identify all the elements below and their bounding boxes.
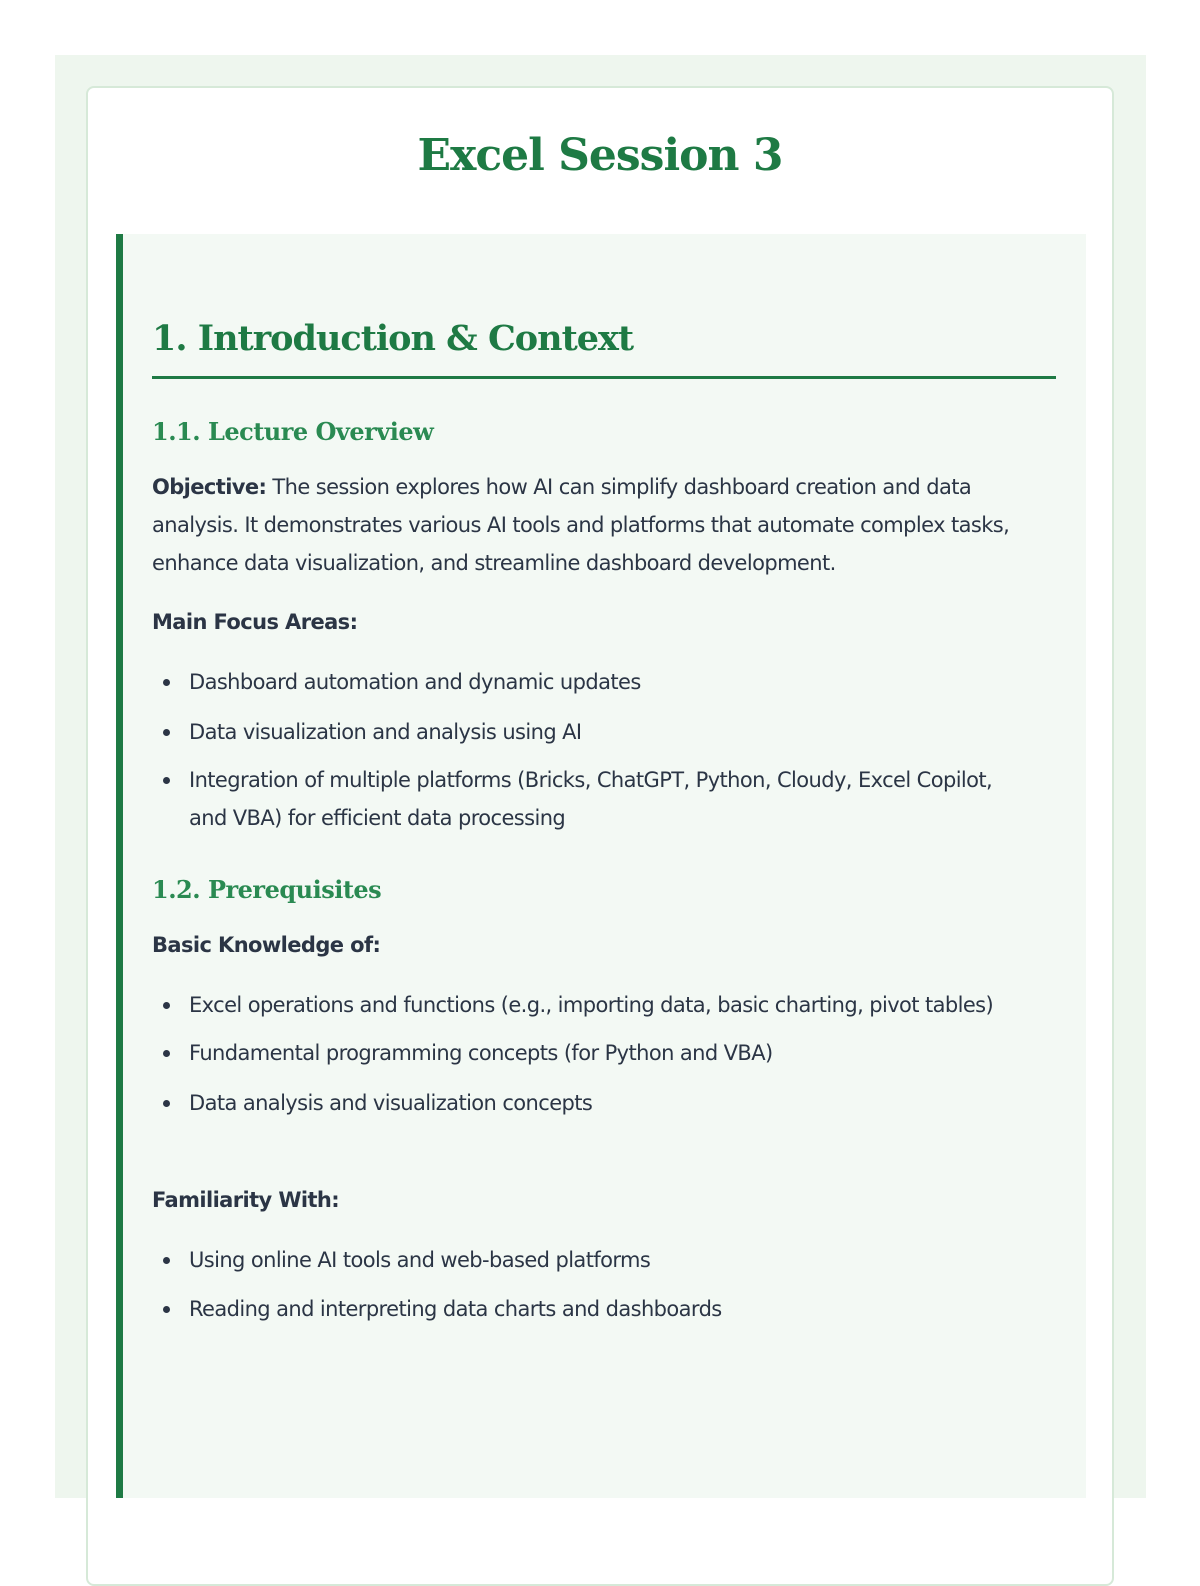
objective-label: Objective: bbox=[152, 475, 267, 499]
subsection-heading-prerequisites: 1.2. Prerequisites bbox=[152, 875, 382, 904]
objective-text: The session explores how AI can simplify dashboard creation and data analysis. It demonstrates various AI tools and platforms that automate complex tasks, enhance data visualization, and streamline dashboard development. bbox=[152, 475, 1010, 575]
list-item: Fundamental programming concepts (for Python and VBA) bbox=[152, 1034, 1009, 1072]
basic-knowledge-list bbox=[152, 986, 1052, 1122]
familiarity-label: Familiarity With: bbox=[152, 1188, 340, 1212]
focus-areas-list bbox=[152, 663, 1052, 837]
subsection-heading-overview: 1.1. Lecture Overview bbox=[152, 417, 434, 446]
section-introduction bbox=[116, 234, 1086, 1498]
list-item: Dashboard automation and dynamic updates bbox=[152, 663, 1009, 701]
document-title: Excel Session 3 bbox=[417, 130, 783, 181]
section-heading: 1. Introduction & Context bbox=[152, 316, 1056, 379]
list-item: Data visualization and analysis using AI bbox=[152, 713, 1009, 751]
objective-paragraph bbox=[152, 468, 1052, 582]
list-item: Data analysis and visualization concepts bbox=[152, 1084, 1009, 1122]
list-item: Reading and interpreting data charts and dashboards bbox=[152, 1290, 1009, 1328]
list-item: Excel operations and functions (e.g., importing data, basic charting, pivot tables) bbox=[152, 986, 1009, 1024]
list-item: Integration of multiple platforms (Bricks, ChatGPT, Python, Cloudy, Excel Copilot, and VBA) for efficient data processing bbox=[152, 761, 1009, 837]
list-item: Using online AI tools and web-based platforms bbox=[152, 1241, 1009, 1279]
focus-areas-label: Main Focus Areas: bbox=[152, 610, 358, 634]
basic-knowledge-label: Basic Knowledge of: bbox=[152, 933, 381, 957]
familiarity-list bbox=[152, 1241, 1052, 1328]
